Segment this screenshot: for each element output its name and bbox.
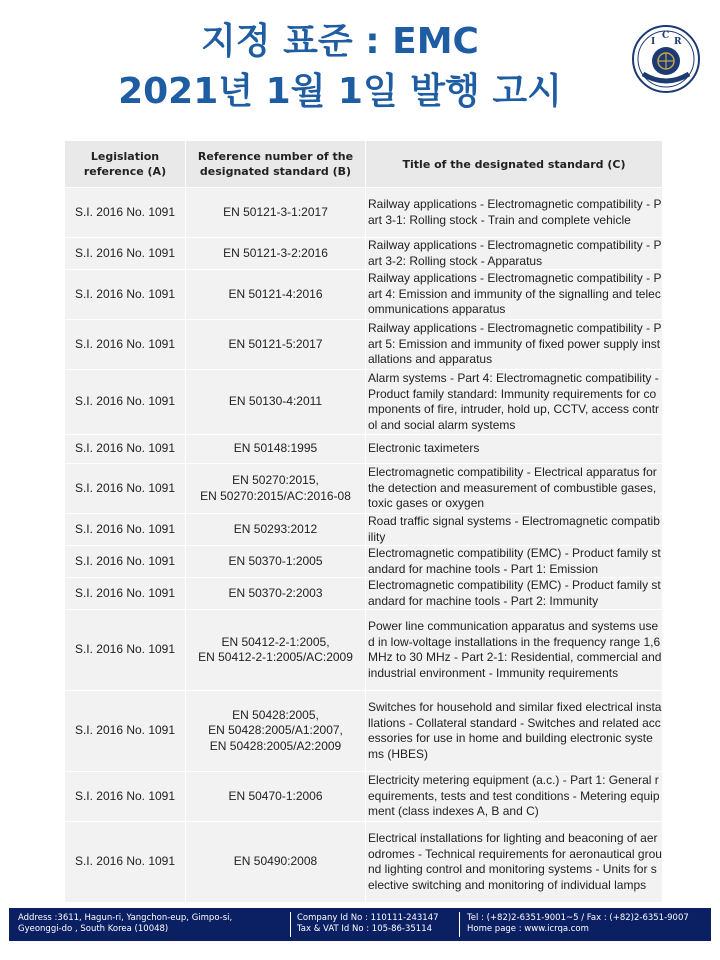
footer-address-line1: Address :3611, Hagun-ri, Yangchon-eup, Gimpo-si, <box>18 913 233 923</box>
cell-legislation-reference: S.I. 2016 No. 1091 <box>65 370 186 435</box>
cell-reference-number <box>186 514 366 546</box>
page-title: 지정 표준 : EMC <box>201 21 479 62</box>
cell-reference-number <box>186 610 366 691</box>
reference-number-line: EN 50121-5:2017 <box>228 336 323 351</box>
cell-reference-number <box>186 238 366 270</box>
cell-reference-number <box>186 270 366 320</box>
cell-standard-title: Power line communication apparatus and systems used in low-voltage installations in the frequency range 1,6 MHz to 30 MHz - Part 2-1: Residential, commercial and industrial environment - Immunity requirements <box>366 610 663 691</box>
table-row <box>65 320 663 370</box>
table-row <box>65 270 663 320</box>
table-row <box>65 772 663 822</box>
footer-address <box>18 913 288 935</box>
reference-number-line: EN 50370-1:2005 <box>228 553 323 568</box>
header-reference-number: Reference number of the designated standard (B) <box>186 141 366 188</box>
table-row <box>65 691 663 772</box>
cell-reference-number <box>186 546 366 578</box>
table-row <box>65 610 663 691</box>
logo-letter-c: C <box>662 31 670 41</box>
reference-number-line: EN 50428:2005/A2:2009 <box>209 738 342 753</box>
footer-address-line2: Gyeonggi-do , South Korea (10048) <box>18 924 169 934</box>
cell-legislation-reference: S.I. 2016 No. 1091 <box>65 691 186 772</box>
footer-homepage-link[interactable]: Home page : www.icrqa.com <box>467 924 589 934</box>
logo-letter-r: R <box>674 37 682 47</box>
cell-reference-number <box>186 188 366 238</box>
cell-legislation-reference: S.I. 2016 No. 1091 <box>65 464 186 514</box>
cell-reference-number <box>186 772 366 822</box>
cell-reference-number <box>186 822 366 903</box>
cell-standard-title: Electricity metering equipment (a.c.) - Part 1: General requirements, tests and test conditions - Metering equipment (class indexes A, B and C) <box>366 772 663 822</box>
footer-phone-fax: Tel : (+82)2-6351-9001~5 / Fax : (+82)2-6351-9007 <box>467 913 689 923</box>
footer-company-ids <box>297 913 457 935</box>
cell-legislation-reference: S.I. 2016 No. 1091 <box>65 270 186 320</box>
reference-number-line: EN 50428:2005/A1:2007, <box>208 723 343 738</box>
reference-number-line: EN 50490:2008 <box>233 854 318 869</box>
reference-number-line: EN 50428:2005, <box>232 707 319 722</box>
reference-number-line: EN 50412-2-1:2005/AC:2009 <box>198 650 353 664</box>
reference-number-line: EN 50270:2015/AC:2016-08 <box>200 488 351 503</box>
cell-legislation-reference: S.I. 2016 No. 1091 <box>65 822 186 903</box>
cell-standard-title: Electromagnetic compatibility (EMC) - Product family standard for machine tools - Part 2: Immunity <box>366 578 663 610</box>
footer-contact <box>467 913 707 935</box>
cell-standard-title: Electromagnetic compatibility (EMC) - Product family standard for machine tools - Part 1: Emission <box>366 546 663 578</box>
table-row <box>65 546 663 578</box>
reference-number-line: EN 50121-3-2:2016 <box>223 245 328 260</box>
cell-reference-number <box>186 435 366 464</box>
cell-standard-title: Railway applications - Electromagnetic compatibility - Part 3-1: Rolling stock - Train and complete vehicle <box>366 188 663 238</box>
cell-legislation-reference: S.I. 2016 No. 1091 <box>65 610 186 691</box>
footer-company-id: Company Id No : 110111-243147 <box>297 913 439 923</box>
reference-number-line: EN 50121-3-1:2017 <box>223 204 328 219</box>
cell-standard-title: Alarm systems - Part 4: Electromagnetic compatibility - Product family standard: Immunity requirements for components of fire, intruder, hold up, CCTV, access control and social alarm systems <box>366 370 663 435</box>
cell-standard-title: Road traffic signal systems - Electromagnetic compatibility <box>366 514 663 546</box>
standards-table-wrapper <box>64 140 662 903</box>
table-row <box>65 188 663 238</box>
reference-number-line: EN 50130-4:2011 <box>228 394 323 409</box>
header-legislation-reference: Legislation reference (A) <box>65 141 186 188</box>
cell-legislation-reference: S.I. 2016 No. 1091 <box>65 578 186 610</box>
reference-number-line: EN 50148:1995 <box>233 441 318 456</box>
reference-number-line: EN 50121-4:2016 <box>228 286 323 301</box>
cell-standard-title: Railway applications - Electromagnetic compatibility - Part 5: Emission and immunity of fixed power supply installations and apparatus <box>366 320 663 370</box>
reference-number-line: EN 50370-2:2003 <box>228 585 323 600</box>
logo-letter-i: I <box>651 37 656 47</box>
table-row <box>65 514 663 546</box>
table-row <box>65 370 663 435</box>
footer-tax-id: Tax & VAT Id No : 105-86-35114 <box>297 924 433 934</box>
reference-number-line: EN 50270:2015, <box>232 473 319 487</box>
cell-reference-number <box>186 578 366 610</box>
table-row <box>65 238 663 270</box>
cell-reference-number <box>186 370 366 435</box>
cell-legislation-reference: S.I. 2016 No. 1091 <box>65 772 186 822</box>
page-subtitle: 2021년 1월 1일 발행 고시 <box>118 71 562 112</box>
table-header-row <box>65 141 663 188</box>
table-row <box>65 435 663 464</box>
cell-standard-title: Electromagnetic compatibility - Electrical apparatus for the detection and measurement of combustible gases, toxic gases or oxygen <box>366 464 663 514</box>
header-standard-title: Title of the designated standard (C) <box>366 141 663 188</box>
cell-legislation-reference: S.I. 2016 No. 1091 <box>65 546 186 578</box>
cell-standard-title: Railway applications - Electromagnetic compatibility - Part 3-2: Rolling stock - Apparatus <box>366 238 663 270</box>
cell-standard-title: Switches for household and similar fixed electrical installations - Collateral standard - Switches and related accessories for use in home and building electronic systems (HBES) <box>366 691 663 772</box>
table-row <box>65 464 663 514</box>
cell-reference-number <box>186 691 366 772</box>
cell-reference-number <box>186 320 366 370</box>
table-body <box>65 188 663 903</box>
table-row <box>65 578 663 610</box>
cell-legislation-reference: S.I. 2016 No. 1091 <box>65 320 186 370</box>
cell-standard-title: Electronic taximeters <box>366 435 663 464</box>
reference-number-line: EN 50412-2-1:2005, <box>221 634 330 649</box>
footer-divider <box>290 912 291 937</box>
reference-number-line: EN 50293:2012 <box>233 521 318 536</box>
page-header <box>0 0 720 130</box>
cell-legislation-reference: S.I. 2016 No. 1091 <box>65 238 186 270</box>
icr-logo <box>631 24 701 94</box>
page-footer <box>9 908 711 941</box>
cell-legislation-reference: S.I. 2016 No. 1091 <box>65 514 186 546</box>
cell-standard-title: Railway applications - Electromagnetic compatibility - Part 4: Emission and immunity of the signalling and telecommunications apparatus <box>366 270 663 320</box>
cell-legislation-reference: S.I. 2016 No. 1091 <box>65 435 186 464</box>
cell-reference-number <box>186 464 366 514</box>
standards-table <box>64 140 663 903</box>
cell-legislation-reference: S.I. 2016 No. 1091 <box>65 188 186 238</box>
cell-standard-title: Electrical installations for lighting and beaconing of aerodromes - Technical requirements for aeronautical ground lighting control and monitoring systems - Units for selective switching and monitoring of individual lamps <box>366 822 663 903</box>
footer-divider <box>459 912 460 937</box>
reference-number-line: EN 50470-1:2006 <box>228 788 323 803</box>
table-row <box>65 822 663 903</box>
